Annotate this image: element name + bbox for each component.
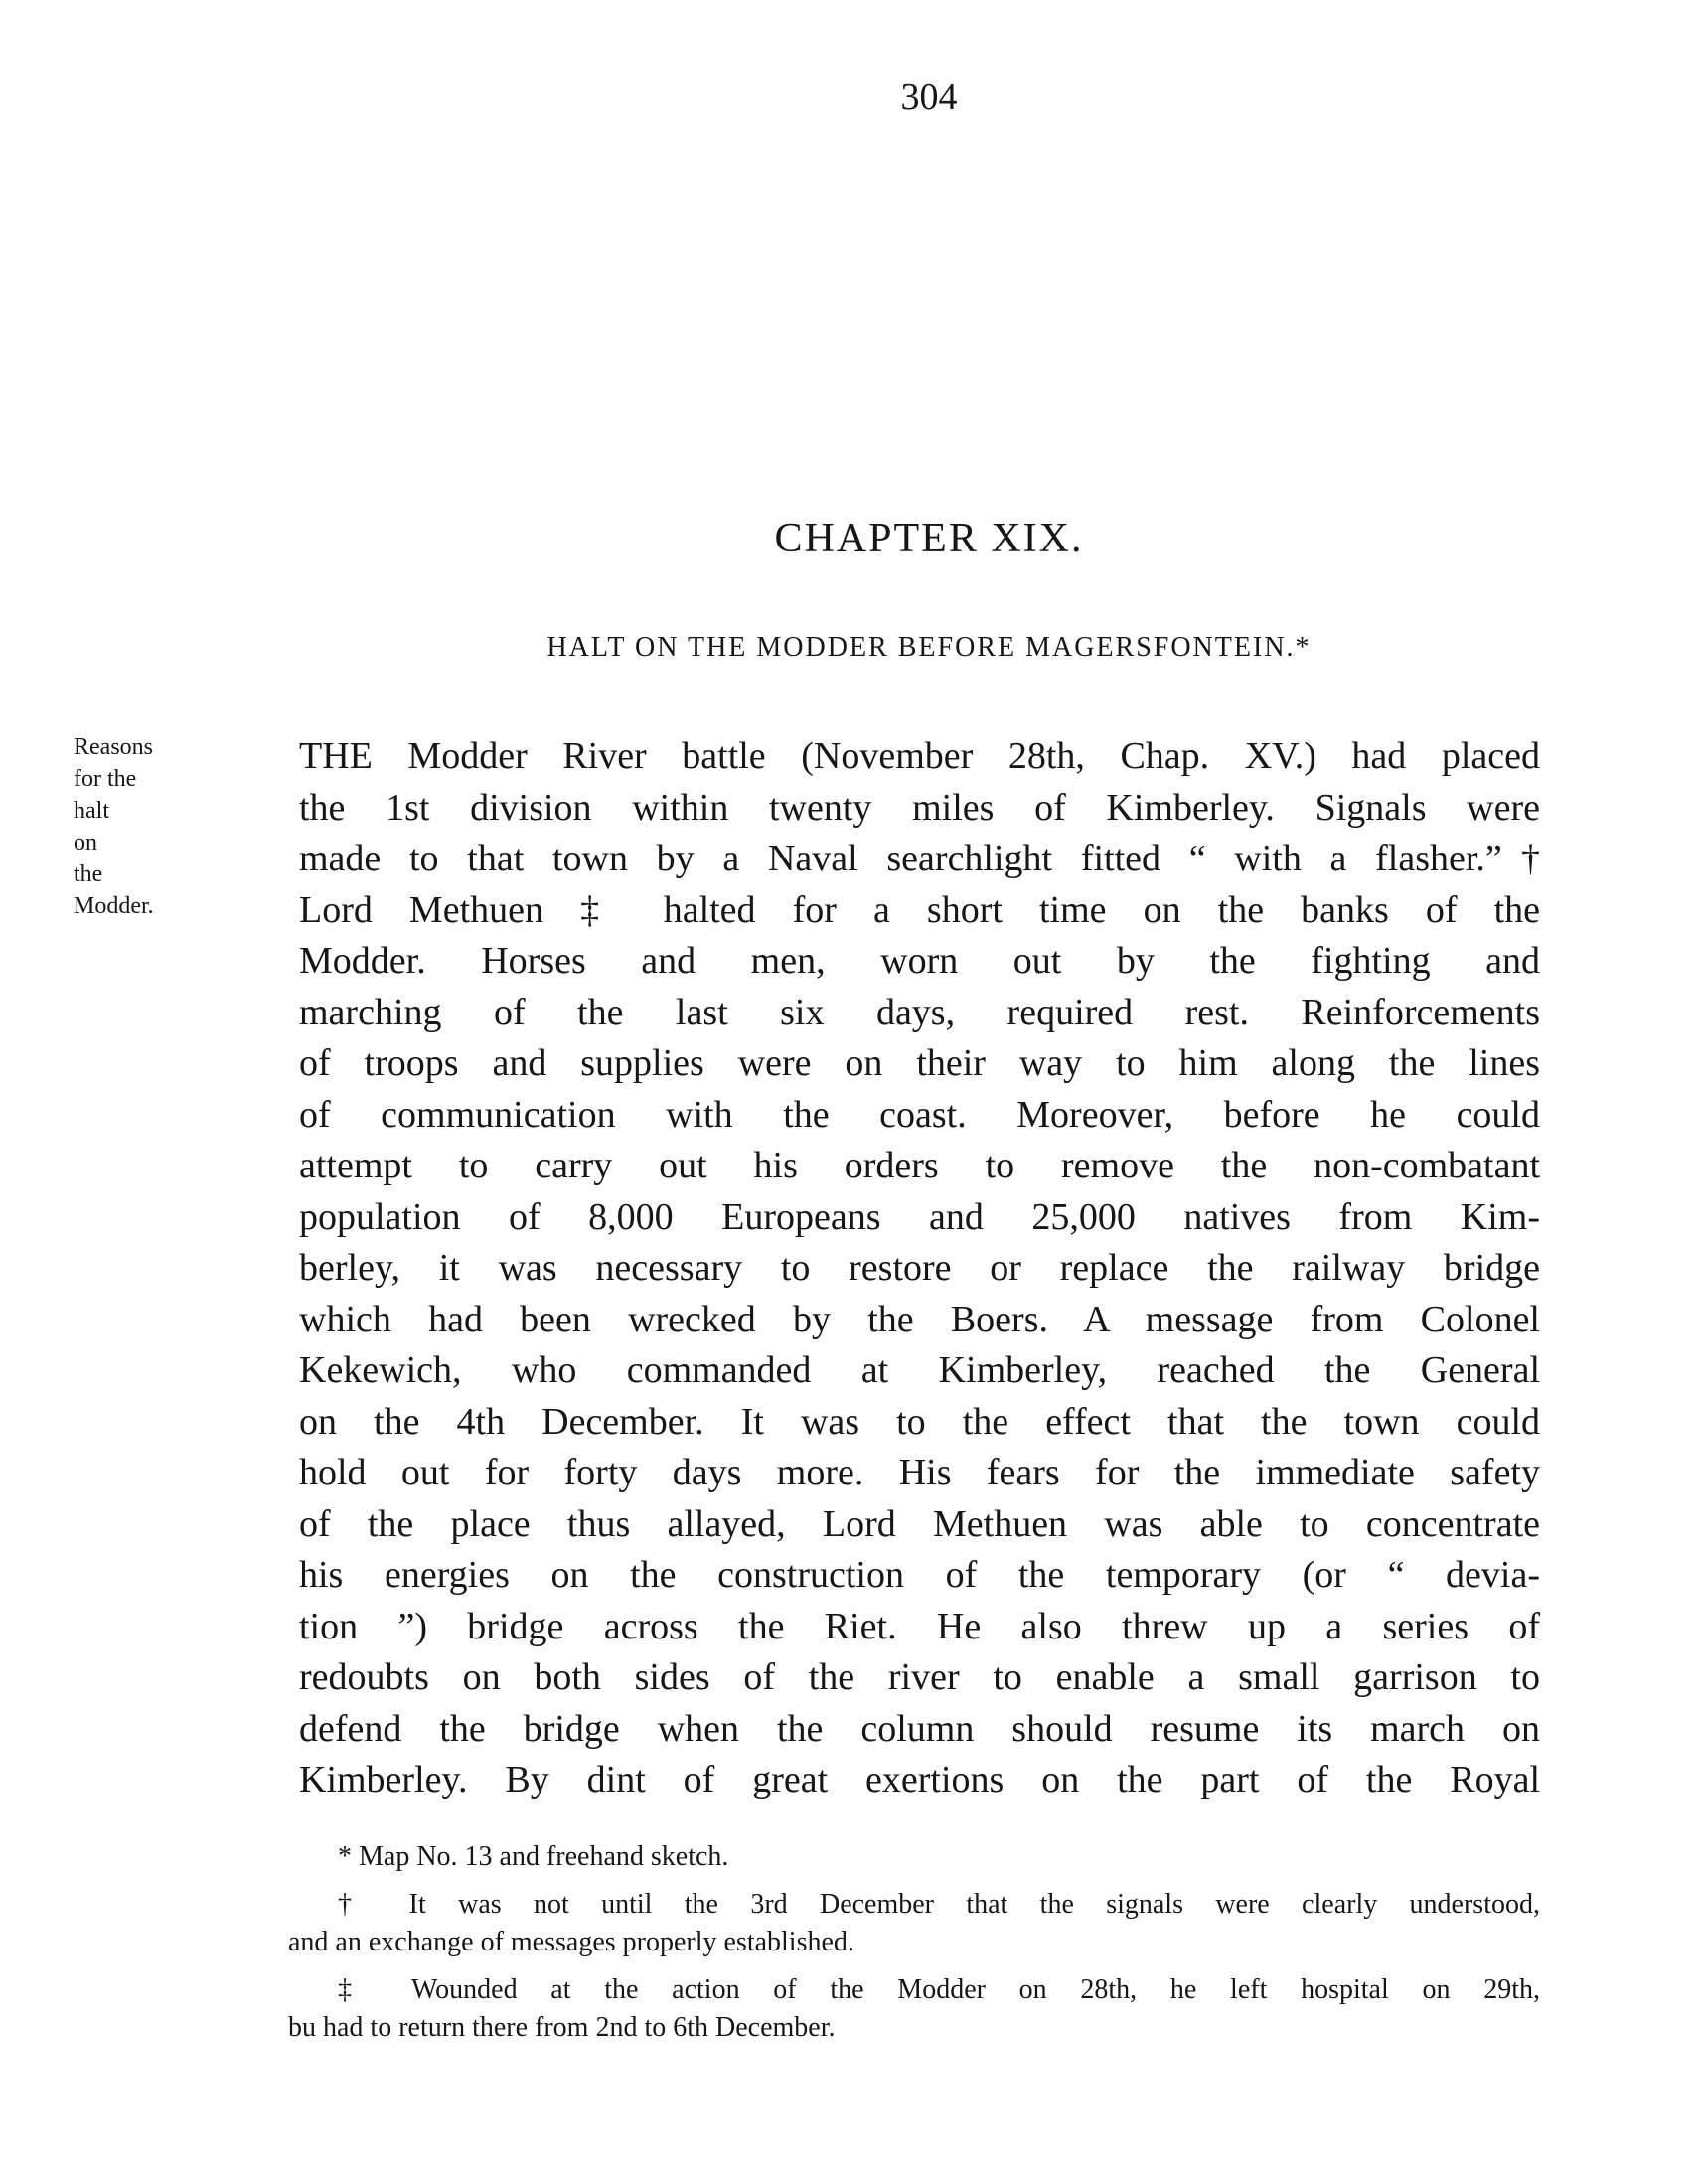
body-line: population of 8,000 Europeans and 25,000 natives from Kim- (299, 1195, 1540, 1238)
body-line: of the place thus allayed, Lord Methuen was able to concentrate (299, 1502, 1540, 1545)
body-line: the 1st division within twenty miles of Kimberley. Signals were (299, 786, 1540, 829)
footnote-line: bu had to return there from 2nd to 6th December. (288, 2012, 836, 2043)
margin-note-line: Modder. (74, 893, 154, 919)
margin-note-line: Reasons (74, 734, 153, 760)
footnote-line: ‡ Wounded at the action of the Modder on 28th, he left hospital on 29th, (338, 1974, 1540, 2005)
footnote-line: * Map No. 13 and freehand sketch. (338, 1841, 729, 1872)
footnote (288, 1838, 1540, 1876)
body-line: on the 4th December. It was to the effect that the town could (299, 1400, 1540, 1443)
page-number: 304 (900, 77, 958, 118)
body-line: made to that town by a Naval searchlight fitted “ with a flasher.”† (299, 838, 1540, 879)
body-line: of troops and supplies were on their way to him along the lines (299, 1042, 1540, 1084)
body-text (299, 731, 1540, 1806)
margin-note-line: on (74, 830, 97, 856)
footnote (288, 1971, 1540, 2047)
footnote-line: † It was not until the 3rd December that the signals were clearly understood, (338, 1889, 1540, 1920)
body-line: attempt to carry out his orders to remove the non-combatant (299, 1145, 1540, 1186)
body-line: his energies on the construction of the temporary (or “ devia- (299, 1554, 1540, 1596)
chapter-title: CHAPTER XIX. (774, 516, 1084, 561)
body-line: THE Modder River battle (November 28th, Chap. XV.) had placed (299, 735, 1540, 777)
margin-note-line: halt (74, 798, 109, 824)
margin-note-line: for the (74, 766, 137, 792)
body-line: of communication with the coast. Moreover, before he could (299, 1093, 1540, 1136)
margin-note-line: the (74, 861, 103, 887)
body-line: berley, it was necessary to restore or replace the railway bridge (299, 1247, 1540, 1289)
body-line: which had been wrecked by the Boers. A message from Colonel (299, 1298, 1540, 1340)
footnotes (288, 1838, 1540, 2057)
body-line: defend the bridge when the column should resume its march on (299, 1707, 1540, 1750)
chapter-subtitle: HALT ON THE MODDER BEFORE MAGERSFONTEIN.* (546, 632, 1312, 663)
body-line: redoubts on both sides of the river to enable a small garrison to (299, 1656, 1540, 1698)
body-line: marching of the last six days, required rest. Reinforcements (299, 991, 1540, 1033)
body-line: Lord Methuen ‡ halted for a short time on the banks of the (299, 888, 1540, 931)
margin-note (74, 731, 213, 922)
body-line: hold out for forty days more. His fears for the immediate safety (299, 1452, 1540, 1493)
body-line: Modder. Horses and men, worn out by the fighting and (299, 940, 1540, 982)
body-line: Kimberley. By dint of great exertions on the part of the Royal (299, 1759, 1540, 1800)
footnote-line: and an exchange of messages properly established. (288, 1927, 854, 1957)
body-line: tion ”) bridge across the Riet. He also threw up a series of (299, 1605, 1540, 1647)
footnote (288, 1886, 1540, 1961)
body-line: Kekewich, who commanded at Kimberley, reached the General (299, 1349, 1540, 1391)
